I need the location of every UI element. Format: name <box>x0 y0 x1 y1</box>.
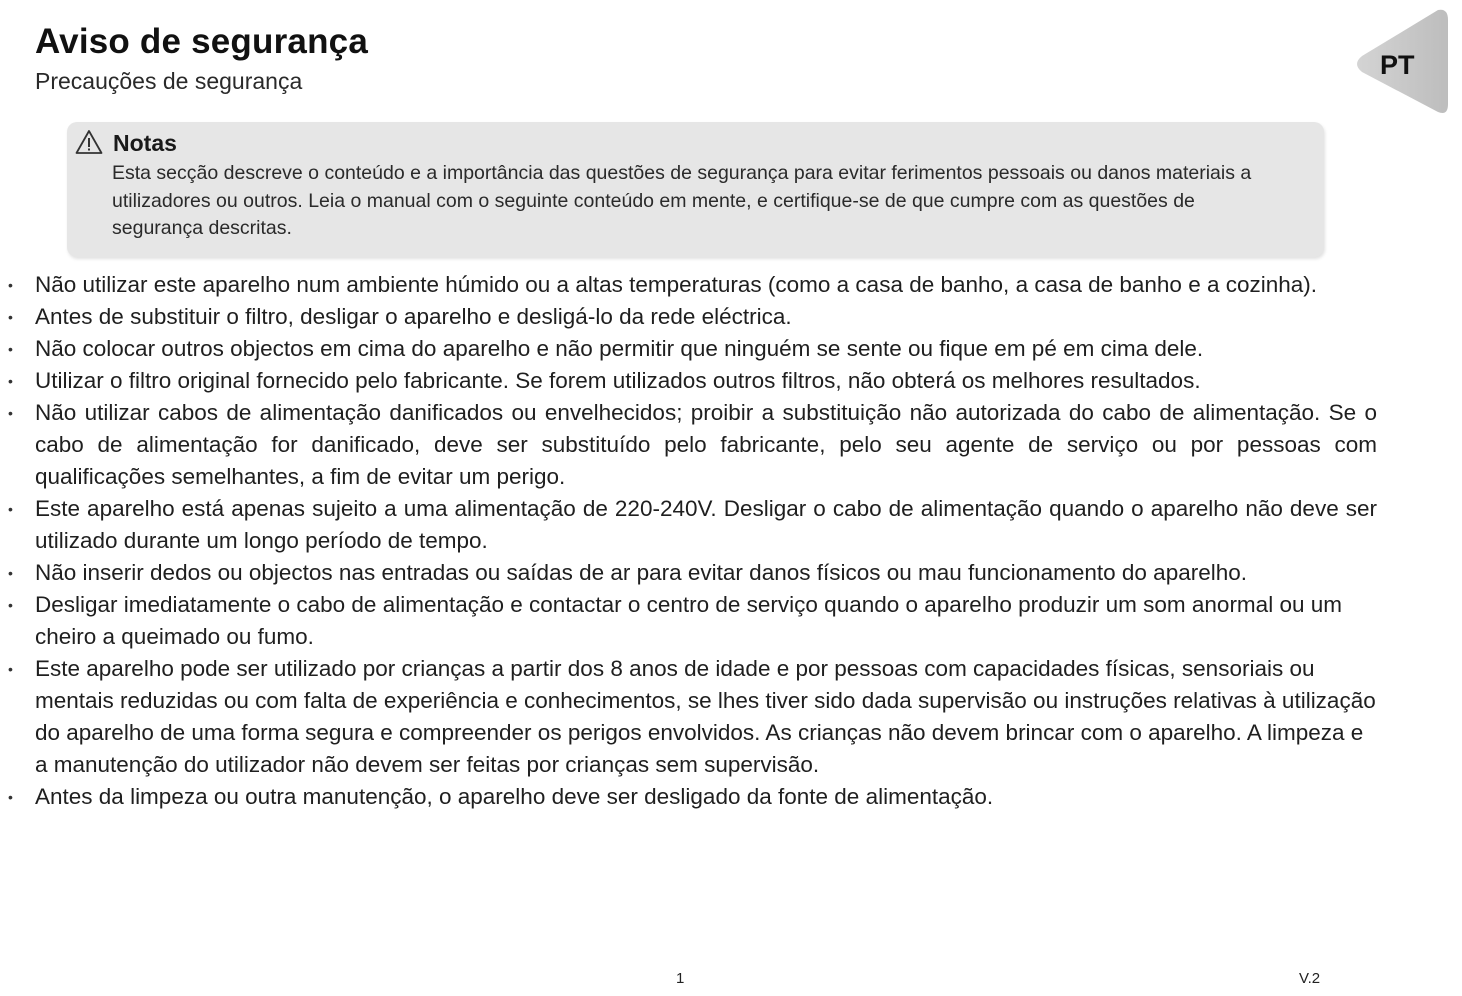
list-item <box>8 493 1377 557</box>
language-tab <box>1352 8 1452 116</box>
bullet-icon: • <box>8 309 13 325</box>
list-item <box>8 365 1377 397</box>
page-number: 1 <box>676 970 685 987</box>
bullet-icon: • <box>8 405 13 421</box>
list-item-text: Não utilizar cabos de alimentação danificados ou envelhecidos; proibir a substituição não autorizada do cabo de alimentação. Se o cabo de alimentação for danificado, deve ser substituído pelo fabricante, pelo seu agente de serviço ou por pessoas com qualificações semelhantes, a fim de evitar um perigo. <box>35 400 1377 489</box>
bullet-icon: • <box>8 501 13 517</box>
warning-triangle-icon <box>75 129 103 155</box>
notes-title: Notas <box>113 130 177 156</box>
bullet-icon: • <box>8 565 13 581</box>
list-item-text: Antes da limpeza ou outra manutenção, o aparelho deve ser desligado da fonte de alimentação. <box>35 784 994 809</box>
bullet-icon: • <box>8 373 13 389</box>
list-item <box>8 557 1377 589</box>
list-item <box>8 333 1377 365</box>
list-item <box>8 781 1377 813</box>
language-label: PT <box>1380 50 1415 80</box>
list-item-text: Este aparelho pode ser utilizado por crianças a partir dos 8 anos de idade e por pessoas com capacidades físicas, sensoriais ou mentais reduzidas ou com falta de experiência e conhecimentos, se lhes tiver sido dada supervisão ou instruções relativas à utilização do aparelho de uma forma segura e compreender os perigos envolvidos. As crianças não devem brincar com o aparelho. A limpeza e a manutenção do utilizador não devem ser feitas por crianças sem supervisão. <box>35 656 1376 777</box>
bullet-icon: • <box>8 277 13 293</box>
notes-box <box>67 122 1324 257</box>
list-item-text: Não utilizar este aparelho num ambiente húmido ou a altas temperaturas (como a casa de banho, a casa de banho e a cozinha). <box>35 272 1318 297</box>
list-item <box>8 589 1377 653</box>
list-item-text: Este aparelho está apenas sujeito a uma alimentação de 220-240V. Desligar o cabo de alimentação quando o aparelho não deve ser utilizado durante um longo período de tempo. <box>35 496 1377 553</box>
list-item <box>8 397 1377 493</box>
bullet-icon: • <box>8 341 13 357</box>
page-title: Aviso de segurança <box>35 22 368 61</box>
bullet-icon: • <box>8 597 13 613</box>
bullet-icon: • <box>8 789 13 805</box>
list-item-text: Utilizar o filtro original fornecido pelo fabricante. Se forem utilizados outros filtros, não obterá os melhores resultados. <box>35 368 1201 393</box>
notes-text: Esta secção descreve o conteúdo e a importância das questões de segurança para evitar ferimentos pessoais ou danos materiais a utilizadores ou outros. Leia o manual com o seguinte conteúdo em mente, e certifique-se de que cumpre com as questões de segurança descritas. <box>112 162 1252 239</box>
document-version: V.2 <box>1299 970 1321 987</box>
list-item <box>8 269 1377 301</box>
bullet-icon: • <box>8 661 13 677</box>
safety-precautions-list <box>8 269 1377 813</box>
list-item <box>8 653 1377 781</box>
list-item-text: Não colocar outros objectos em cima do aparelho e não permitir que ninguém se sente ou fique em pé em cima dele. <box>35 336 1204 361</box>
list-item-text: Antes de substituir o filtro, desligar o aparelho e desligá-lo da rede eléctrica. <box>35 304 792 329</box>
list-item-text: Não inserir dedos ou objectos nas entradas ou saídas de ar para evitar danos físicos ou mau funcionamento do aparelho. <box>35 560 1248 585</box>
page-subtitle: Precauções de segurança <box>35 68 303 94</box>
list-item-text: Desligar imediatamente o cabo de alimentação e contactar o centro de serviço quando o aparelho produzir um som anormal ou um cheiro a queimado ou fumo. <box>35 592 1342 649</box>
list-item <box>8 301 1377 333</box>
